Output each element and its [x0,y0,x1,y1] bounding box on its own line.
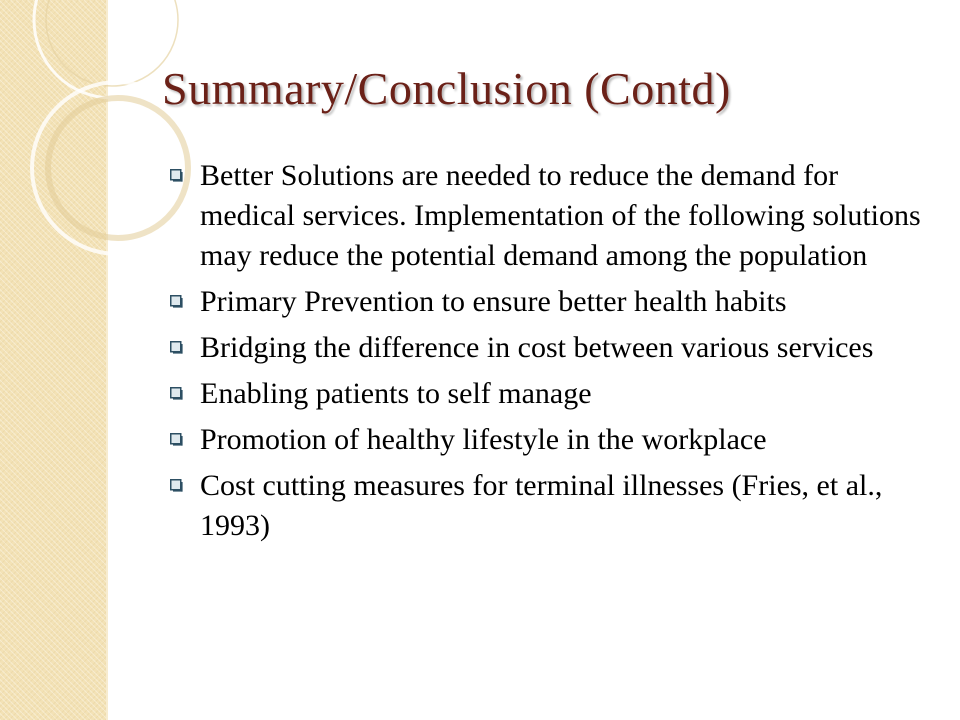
bullet-item [170,282,930,322]
bullet-list [170,156,930,552]
hollow-square-bullet-icon [170,433,183,446]
bullet-text: Promotion of healthy lifestyle in the workplace [200,423,767,456]
hollow-square-bullet-icon [170,169,183,182]
hollow-square-bullet-icon [170,295,183,308]
hollow-square-bullet-icon [170,387,183,400]
bullet-item [170,420,930,460]
bullet-item [170,328,930,368]
bullet-item [170,466,930,546]
side-band-edge [106,0,108,720]
bullet-text: Enabling patients to self manage [200,377,592,410]
bullet-text: Cost cutting measures for terminal illnesses (Fries, et al., 1993) [200,469,883,542]
bullet-item [170,374,930,414]
bullet-text: Primary Prevention to ensure better health habits [200,285,787,318]
bullet-item [170,156,930,276]
bullet-text: Bridging the difference in cost between various services [200,331,874,364]
decorative-side-band [0,0,107,720]
slide-title: Summary/Conclusion (Contd) [162,63,731,114]
hollow-square-bullet-icon [170,341,183,354]
bullet-text: Better Solutions are needed to reduce the demand for medical services. Implementation of the following solutions may reduce the potential demand among the population [200,159,921,272]
hollow-square-bullet-icon [170,479,183,492]
